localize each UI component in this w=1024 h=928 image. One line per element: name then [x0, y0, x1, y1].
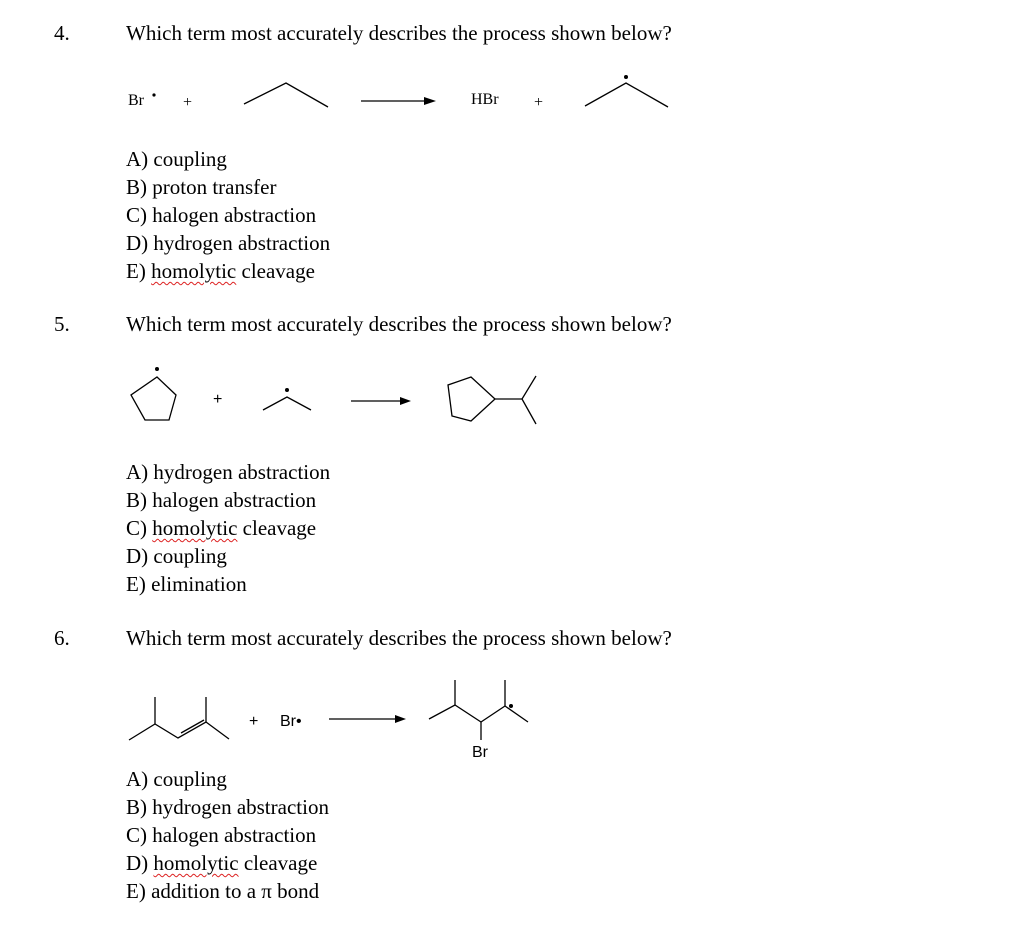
spellcheck-marked-word: homolytic [152, 516, 238, 540]
q4-br-radical-label: Br [128, 92, 144, 109]
q5-isopropyl-radical-dot [285, 388, 289, 392]
spellcheck-marked-word: homolytic [151, 259, 237, 283]
question-6-choices [126, 765, 329, 905]
q4-choice-d[interactable]: D) hydrogen abstraction [126, 231, 331, 255]
q4-choice-e[interactable]: E) homolytic cleavage [126, 259, 315, 283]
q4-br-radical-dot [152, 93, 155, 96]
q6-alkene-chain [129, 722, 229, 740]
question-6-prompt: Which term most accurately describes the process shown below? [126, 626, 672, 650]
q5-choice-e[interactable]: E) elimination [126, 572, 247, 596]
q6-choice-e[interactable]: E) addition to a π bond [126, 879, 320, 903]
q5-choice-a[interactable]: A) hydrogen abstraction [126, 460, 331, 484]
q6-product-radical-dot [509, 704, 513, 708]
q6-br-radical: Br• [280, 713, 302, 730]
q5-choice-b[interactable]: B) halogen abstraction [126, 488, 317, 512]
q5-arrow-head [400, 397, 411, 405]
q5-isopropyl-radical-structure [263, 397, 311, 410]
question-4-choices [126, 145, 330, 285]
question-4-prompt: Which term most accurately describes the process shown below? [126, 21, 672, 45]
q6-arrow-head [395, 715, 406, 723]
q4-choice-c[interactable]: C) halogen abstraction [126, 203, 317, 227]
question-6-number: 6. [54, 626, 70, 650]
q6-choice-c[interactable]: C) halogen abstraction [126, 823, 317, 847]
q4-arrow-head [424, 97, 436, 105]
q5-plus: + [213, 391, 223, 408]
q6-choice-d[interactable]: D) homolytic cleavage [126, 851, 318, 875]
q4-choice-b[interactable]: B) proton transfer [126, 175, 277, 199]
q5-isopropylcyclopentane-ring [448, 377, 495, 421]
q4-radical-dot [624, 75, 628, 79]
q4-plus-1: + [183, 94, 193, 111]
question-5-number: 5. [54, 312, 70, 336]
q5-product-isopropyl-group [522, 376, 536, 424]
q4-hbr-label: HBr [471, 91, 499, 108]
question-5-choices [126, 458, 330, 598]
q4-plus-2: + [534, 94, 544, 111]
q6-plus: + [249, 713, 259, 730]
q4-propane-structure [244, 83, 328, 107]
q5-cyclopentyl-radical-structure [131, 377, 176, 420]
q5-choice-d[interactable]: D) coupling [126, 544, 227, 568]
q5-choice-c[interactable]: C) homolytic cleavage [126, 516, 317, 540]
q6-double-bond-line [181, 720, 204, 733]
q6-choice-b[interactable]: B) hydrogen abstraction [126, 795, 329, 819]
q6-product-chain [429, 705, 528, 722]
question-4-number: 4. [54, 21, 70, 45]
q4-choice-a[interactable]: A) coupling [126, 147, 227, 171]
question-5-prompt: Which term most accurately describes the process shown below? [126, 312, 672, 336]
q5-cyclopentyl-radical-dot [155, 367, 159, 371]
q6-product-br-label: Br [472, 744, 488, 761]
q4-isopropyl-radical-structure [585, 83, 668, 107]
q6-choice-a[interactable]: A) coupling [126, 767, 227, 791]
spellcheck-marked-word: homolytic [153, 851, 239, 875]
